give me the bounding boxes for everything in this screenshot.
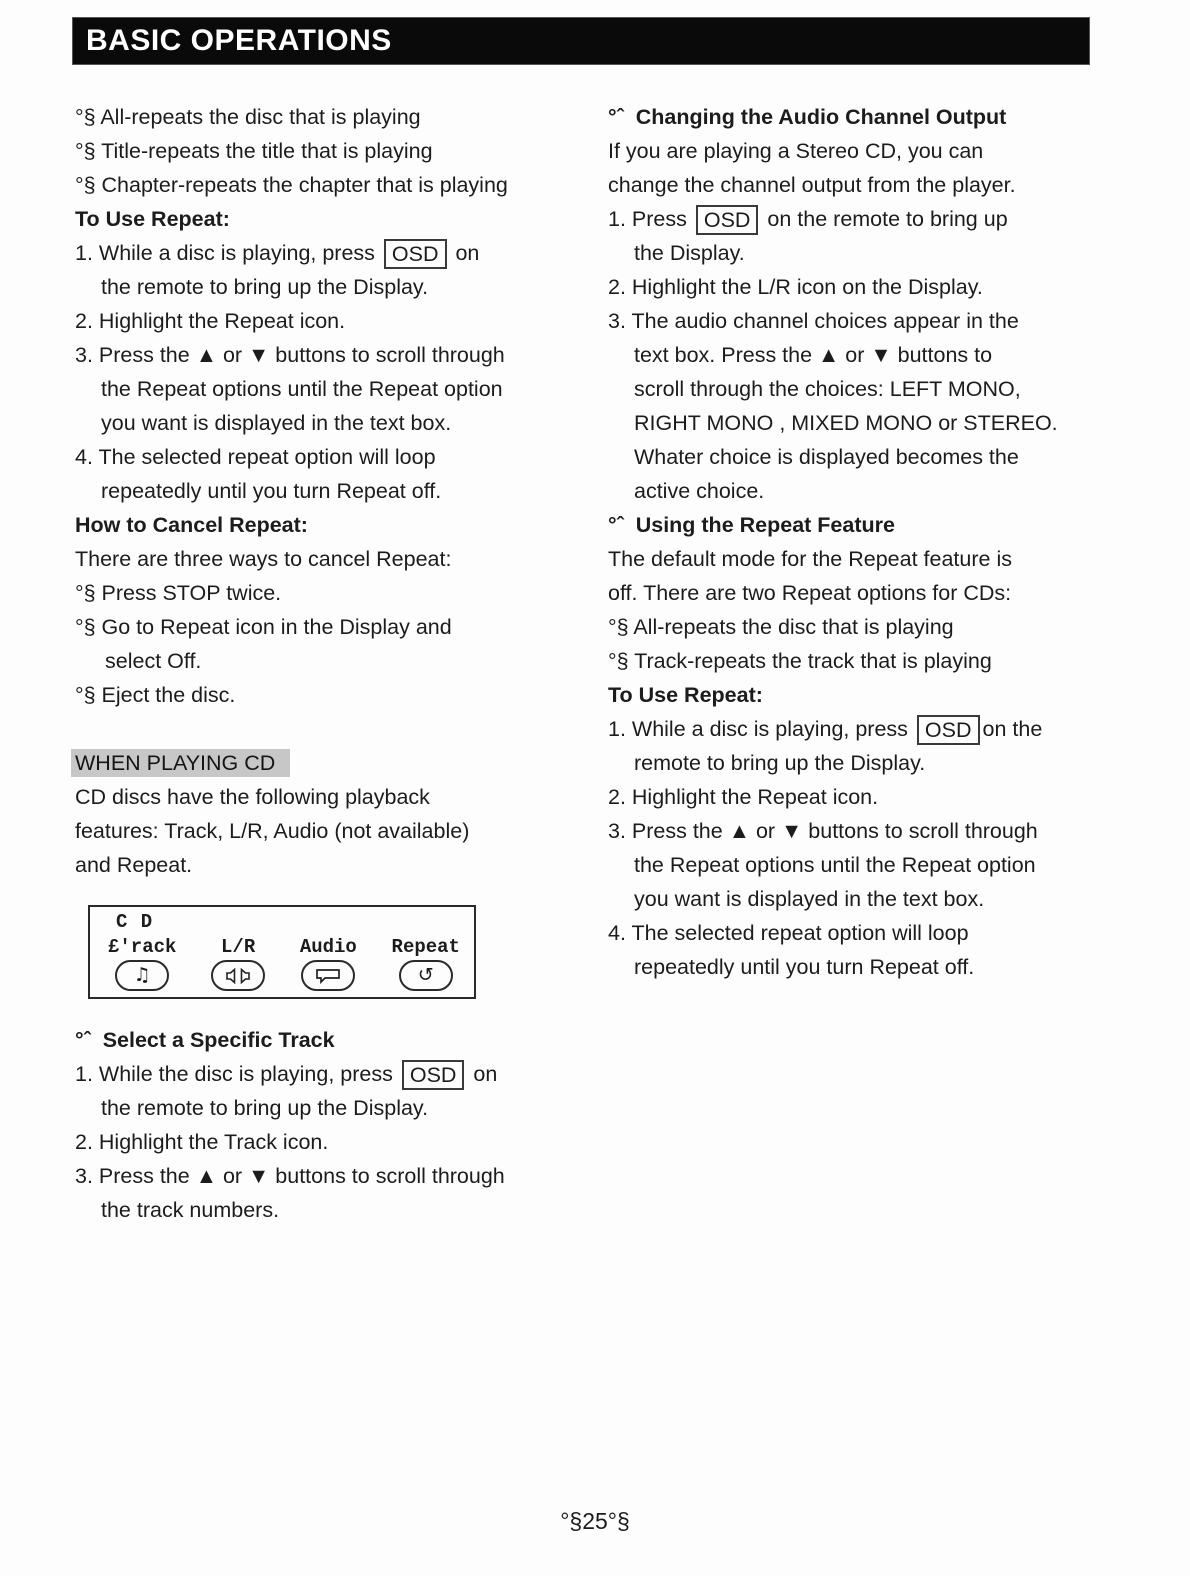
page-number: °§25°§ <box>560 1508 630 1534</box>
text-line <box>608 406 1128 440</box>
text-line <box>75 1125 580 1159</box>
section-when-playing-cd <box>75 746 580 780</box>
text-segment: on <box>449 241 480 265</box>
text-segment: °§ Eject the disc. <box>75 683 236 707</box>
text-segment: the remote to bring up the Display. <box>101 1096 429 1120</box>
heading-select-specific-track <box>75 1023 580 1057</box>
text-line <box>608 644 1128 678</box>
text-line <box>608 168 1128 202</box>
text-segment: CD discs have the following playback <box>75 785 430 809</box>
stereo-speakers-icon <box>211 960 265 991</box>
text-segment: °ˆ Using the Repeat Feature <box>608 513 895 537</box>
text-line <box>608 304 1128 338</box>
page-title-bar <box>72 17 1090 65</box>
text-line <box>608 270 1128 304</box>
text-line <box>75 644 580 678</box>
text-line <box>608 202 1128 236</box>
text-segment: the Repeat options until the Repeat option <box>634 853 1036 877</box>
osd-key-label: OSD <box>384 239 447 269</box>
text-segment: scroll through the choices: LEFT MONO, <box>634 377 1021 401</box>
text-line <box>608 950 1128 984</box>
text-segment: repeatedly until you turn Repeat off. <box>634 955 975 979</box>
text-segment: text box. Press the ▲ or ▼ buttons to <box>634 343 993 367</box>
text-line <box>75 338 580 372</box>
text-segment: active choice. <box>634 479 765 503</box>
text-line <box>75 848 580 882</box>
text-line <box>75 1159 580 1193</box>
right-column-text <box>608 100 1128 984</box>
cd-feature-rack <box>108 936 176 991</box>
text-line <box>75 576 580 610</box>
text-line <box>608 134 1128 168</box>
text-segment: 2. Highlight the L/R icon on the Display. <box>608 275 983 299</box>
cd-diagram-title: C D <box>116 911 154 933</box>
text-line <box>608 576 1128 610</box>
text-line <box>608 712 1128 746</box>
heading-using-repeat-feature <box>608 508 1128 542</box>
text-line <box>75 678 580 712</box>
text-segment: 3. The audio channel choices appear in the <box>608 309 1019 333</box>
heading-how-to-cancel-repeat <box>75 508 580 542</box>
cd-feature-repeat <box>392 936 460 991</box>
text-segment: °§ Go to Repeat icon in the Display and <box>75 615 452 639</box>
cd-feature-label: L/R <box>221 936 256 958</box>
text-line <box>75 814 580 848</box>
text-segment: °§ All-repeats the disc that is playing <box>75 105 421 129</box>
text-segment: the Display. <box>634 241 745 265</box>
right-column <box>608 100 1128 984</box>
text-segment: 1. Press <box>608 207 693 231</box>
cd-display-diagram <box>88 905 476 999</box>
text-segment: the remote to bring up the Display. <box>101 275 429 299</box>
text-line <box>608 372 1128 406</box>
text-segment: 3. Press the ▲ or ▼ buttons to scroll through <box>75 343 505 367</box>
text-line <box>75 542 580 576</box>
text-segment: RIGHT MONO , MIXED MONO or STEREO. <box>634 411 1058 435</box>
text-segment: To Use Repeat: <box>75 207 230 231</box>
text-line <box>75 1091 580 1125</box>
cd-feature-audio <box>300 936 357 991</box>
text-segment: Whater choice is displayed becomes the <box>634 445 1019 469</box>
loop-arrow-icon <box>399 960 453 991</box>
text-line <box>75 270 580 304</box>
speech-bubble-icon <box>301 960 355 991</box>
text-line <box>608 474 1128 508</box>
text-segment: The default mode for the Repeat feature is <box>608 547 1012 571</box>
text-segment: you want is displayed in the text box. <box>101 411 452 435</box>
text-line <box>608 338 1128 372</box>
text-line <box>75 100 580 134</box>
text-segment: the track numbers. <box>101 1198 280 1222</box>
text-line <box>608 542 1128 576</box>
text-segment: °§ Chapter-repeats the chapter that is playing <box>75 173 508 197</box>
text-segment: you want is displayed in the text box. <box>634 887 985 911</box>
text-segment: 4. The selected repeat option will loop <box>75 445 436 469</box>
page-title: BASIC OPERATIONS <box>86 24 392 57</box>
left-column-text-bottom <box>75 1023 580 1227</box>
text-line <box>75 372 580 406</box>
text-line <box>75 610 580 644</box>
text-line <box>608 780 1128 814</box>
text-segment: To Use Repeat: <box>608 683 763 707</box>
text-line <box>75 236 580 270</box>
text-segment: °§ Title-repeats the title that is playing <box>75 139 433 163</box>
text-segment: select Off. <box>105 649 202 673</box>
text-segment: 2. Highlight the Repeat icon. <box>608 785 879 809</box>
left-column <box>75 100 580 1227</box>
text-line <box>75 474 580 508</box>
text-segment: on the remote to bring up <box>761 207 1008 231</box>
loop-arrow-glyph: ↺ <box>417 964 434 986</box>
music-note-glyph: ♫ <box>133 964 151 986</box>
text-line <box>75 304 580 338</box>
text-line <box>608 440 1128 474</box>
heading-to-use-repeat-cd <box>608 678 1128 712</box>
text-segment: °§ All-repeats the disc that is playing <box>608 615 954 639</box>
text-segment: °§ Track-repeats the track that is playing <box>608 649 992 673</box>
text-segment: There are three ways to cancel Repeat: <box>75 547 452 571</box>
text-line <box>75 168 580 202</box>
text-segment: 3. Press the ▲ or ▼ buttons to scroll through <box>75 1164 505 1188</box>
text-segment: and Repeat. <box>75 853 193 877</box>
cd-feature-label: Audio <box>299 936 357 958</box>
text-line <box>608 916 1128 950</box>
heading-to-use-repeat <box>75 202 580 236</box>
text-segment: 1. While a disc is playing, press <box>608 717 914 741</box>
text-segment: 1. While a disc is playing, press <box>75 241 381 265</box>
text-line <box>75 712 580 746</box>
text-line <box>608 746 1128 780</box>
text-segment: off. There are two Repeat options for CDs: <box>608 581 1012 605</box>
text-line <box>608 848 1128 882</box>
section-highlight-label: WHEN PLAYING CD <box>71 749 290 777</box>
cd-feature-label: Repeat <box>391 936 460 958</box>
text-segment: °§ Press STOP twice. <box>75 581 282 605</box>
text-line <box>75 440 580 474</box>
text-line <box>608 814 1128 848</box>
text-segment: If you are playing a Stereo CD, you can <box>608 139 984 163</box>
text-segment: °ˆ Select a Specific Track <box>75 1028 335 1052</box>
cd-feature-label: £'rack <box>108 936 177 958</box>
heading-changing-audio-channel <box>608 100 1128 134</box>
text-segment: features: Track, L/R, Audio (not available) <box>75 819 470 843</box>
music-note-icon <box>115 960 169 991</box>
text-line <box>75 780 580 814</box>
text-segment: How to Cancel Repeat: <box>75 513 308 537</box>
text-line <box>608 236 1128 270</box>
osd-key-label: OSD <box>696 205 759 235</box>
text-segment: remote to bring up the Display. <box>634 751 926 775</box>
text-line <box>75 1057 580 1091</box>
osd-key-label: OSD <box>917 715 980 745</box>
text-segment: repeatedly until you turn Repeat off. <box>101 479 442 503</box>
text-segment: 1. While the disc is playing, press <box>75 1062 399 1086</box>
text-segment: 4. The selected repeat option will loop <box>608 921 969 945</box>
text-line <box>75 1193 580 1227</box>
cd-diagram-icons-row <box>108 936 460 991</box>
osd-key-label: OSD <box>402 1060 465 1090</box>
text-segment: on the <box>982 717 1043 741</box>
left-column-text-top <box>75 100 580 882</box>
text-line <box>608 882 1128 916</box>
cd-feature-lr <box>211 936 265 991</box>
text-line <box>75 406 580 440</box>
text-segment: change the channel output from the player. <box>608 173 1016 197</box>
text-line <box>608 610 1128 644</box>
text-segment: 2. Highlight the Track icon. <box>75 1130 329 1154</box>
text-segment: the Repeat options until the Repeat option <box>101 377 503 401</box>
text-segment: °ˆ Changing the Audio Channel Output <box>608 105 1007 129</box>
text-line <box>75 134 580 168</box>
text-segment: 2. Highlight the Repeat icon. <box>75 309 346 333</box>
text-segment: 3. Press the ▲ or ▼ buttons to scroll through <box>608 819 1038 843</box>
text-segment: on <box>467 1062 498 1086</box>
